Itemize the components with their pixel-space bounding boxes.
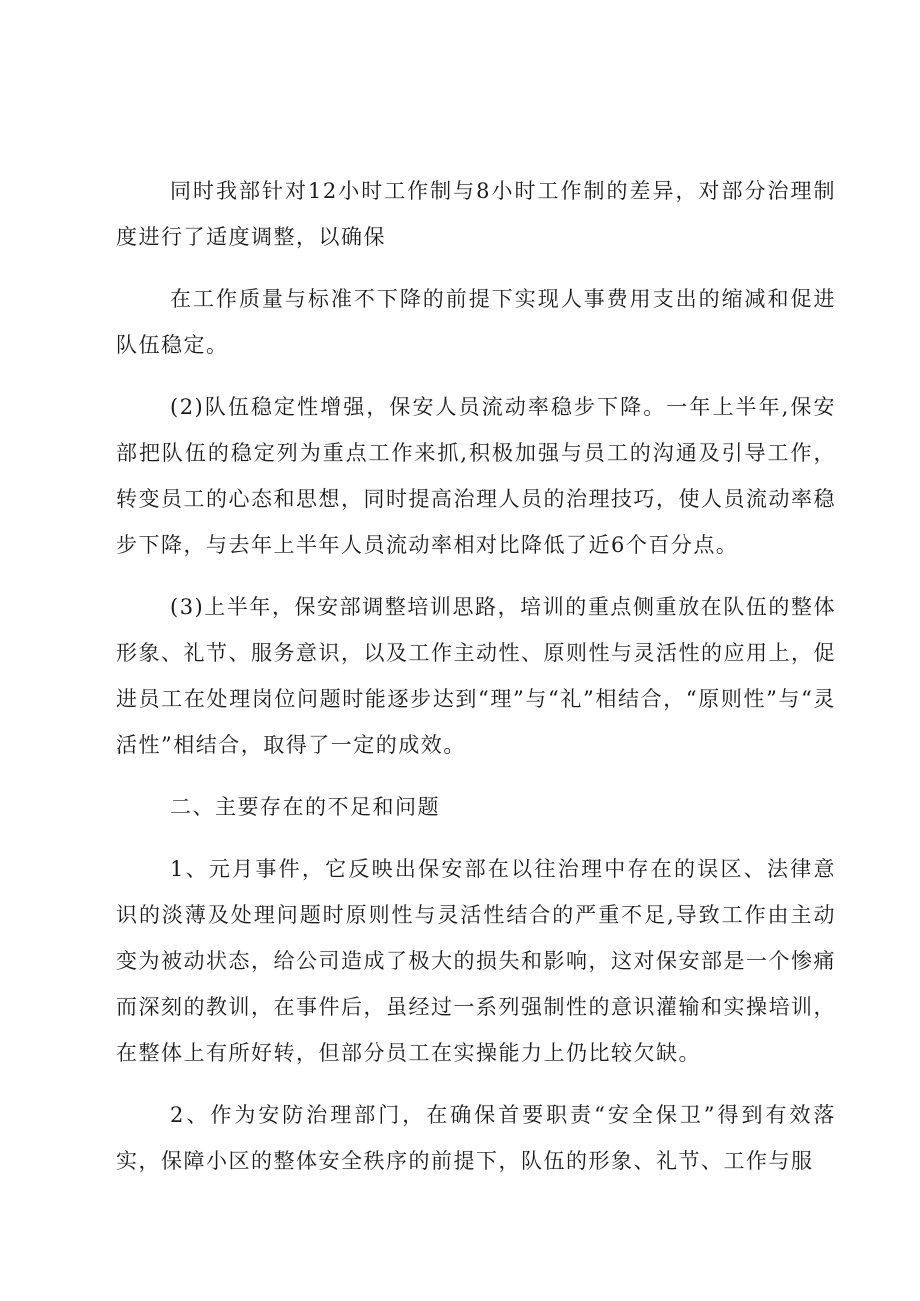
section-heading-shortcomings: 二、主要存在的不足和问题 [170, 795, 440, 819]
paragraph-training: (3)上半年，保安部调整培训思路，培训的重点侧重放在队伍的整体形象、礼节、服务意识，以及工作主动性、原则性与灵活性的应用上，促进员工在处理岗位问题时能逐步达到“理”与“礼”相结合，“原则性”与“灵活性”相结合，取得了一定的成效。 [116, 595, 836, 757]
document-body [116, 168, 836, 1200]
paragraph-cost-reduction: 在工作质量与标准不下降的前提下实现人事费用支出的缩减和促进队伍稳定。 [116, 287, 836, 357]
paragraph-work-system-adjustment: 同时我部针对12小时工作制与8小时工作制的差异，对部分治理制度进行了适度调整，以确保 [116, 179, 836, 249]
paragraph-security-department: 2、作为安防治理部门，在确保首要职责“安全保卫”得到有效落实，保障小区的整体安全秩序的前提下，队伍的形象、礼节、工作与服 [116, 1103, 836, 1173]
paragraph-team-stability: (2)队伍稳定性增强，保安人员流动率稳步下降。一年上半年,保安部把队伍的稳定列为重点工作来抓,积极加强与员工的沟通及引导工作，转变员工的心态和思想，同时提高治理人员的治理技巧，使人员流动率稳步下降，与去年上半年人员流动率相对比降低了近6个百分点。 [116, 395, 836, 557]
paragraph-january-incident: 1、元月事件，它反映出保安部在以往治理中存在的误区、法律意识的淡薄及处理问题时原则性与灵活性结合的严重不足,导致工作由主动变为被动状态，给公司造成了极大的损失和影响，这对保安部是一个惨痛而深刻的教训，在事件后，虽经过一系列强制性的意识灌输和实操培训，在整体上有所好转，但部分员工在实操能力上仍比较欠缺。 [116, 857, 836, 1065]
